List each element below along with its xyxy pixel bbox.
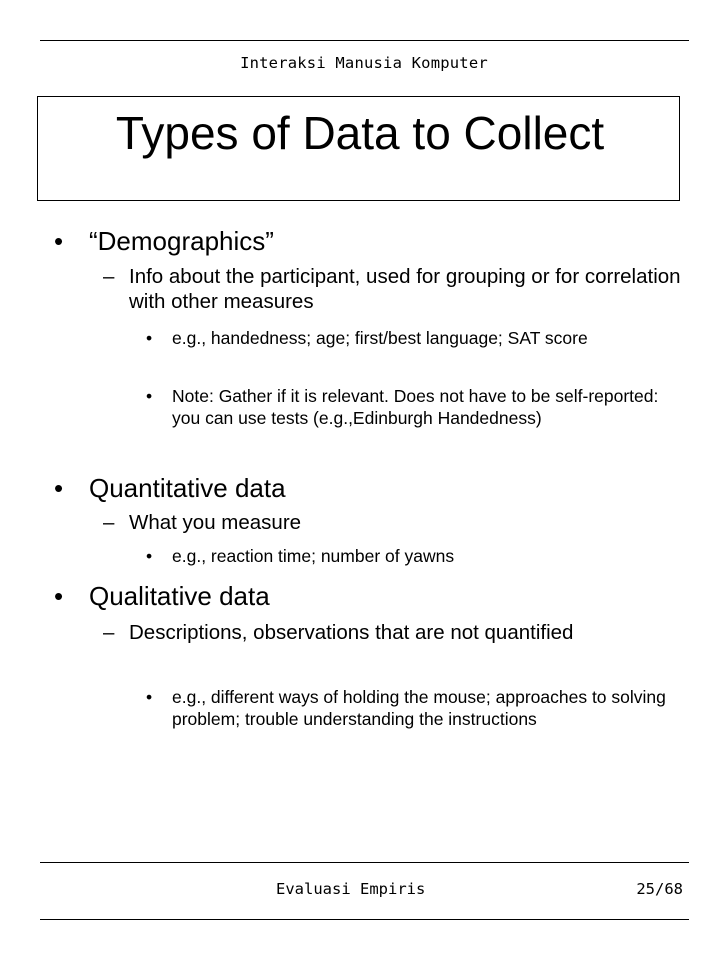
detail-text: e.g., handedness; age; first/best language; SAT score bbox=[172, 328, 588, 348]
bullet-icon: • bbox=[54, 226, 64, 256]
slide-title: Types of Data to Collect bbox=[115, 107, 605, 159]
dash-icon: – bbox=[103, 265, 115, 288]
dash-icon: – bbox=[103, 511, 115, 534]
dash-icon: – bbox=[103, 621, 115, 644]
bullet-icon: • bbox=[146, 386, 153, 406]
course-header: Interaksi Manusia Komputer bbox=[240, 54, 488, 72]
detail-text: Note: Gather if it is relevant. Does not have to be self-reported: you can use tests (e.g.,Edinburgh Handedness) bbox=[172, 386, 659, 428]
detail-text: e.g., reaction time; number of yawns bbox=[172, 546, 455, 566]
footer-section-name: Evaluasi Empiris bbox=[276, 880, 426, 898]
bullet-icon: • bbox=[54, 581, 64, 611]
footer-top-rule bbox=[40, 862, 689, 863]
sub-bullet-text: What you measure bbox=[129, 511, 302, 534]
sub-bullet-text: Info about the participant, used for grouping or for correlation with other measures bbox=[129, 265, 681, 313]
sub-bullet-text: Descriptions, observations that are not quantified bbox=[129, 621, 574, 644]
bullet-heading: Qualitative data bbox=[89, 581, 270, 611]
bullet-heading: “Demographics” bbox=[89, 226, 274, 256]
footer-bottom-rule bbox=[40, 919, 689, 920]
page-number: 25/68 bbox=[636, 880, 683, 898]
bullet-icon: • bbox=[146, 687, 153, 707]
bullet-heading: Quantitative data bbox=[89, 473, 286, 503]
bullet-icon: • bbox=[146, 546, 153, 566]
bullet-icon: • bbox=[146, 328, 153, 348]
bullet-icon: • bbox=[54, 473, 64, 503]
detail-text: e.g., different ways of holding the mouse; approaches to solving problem; trouble understanding the instructions bbox=[172, 687, 666, 729]
